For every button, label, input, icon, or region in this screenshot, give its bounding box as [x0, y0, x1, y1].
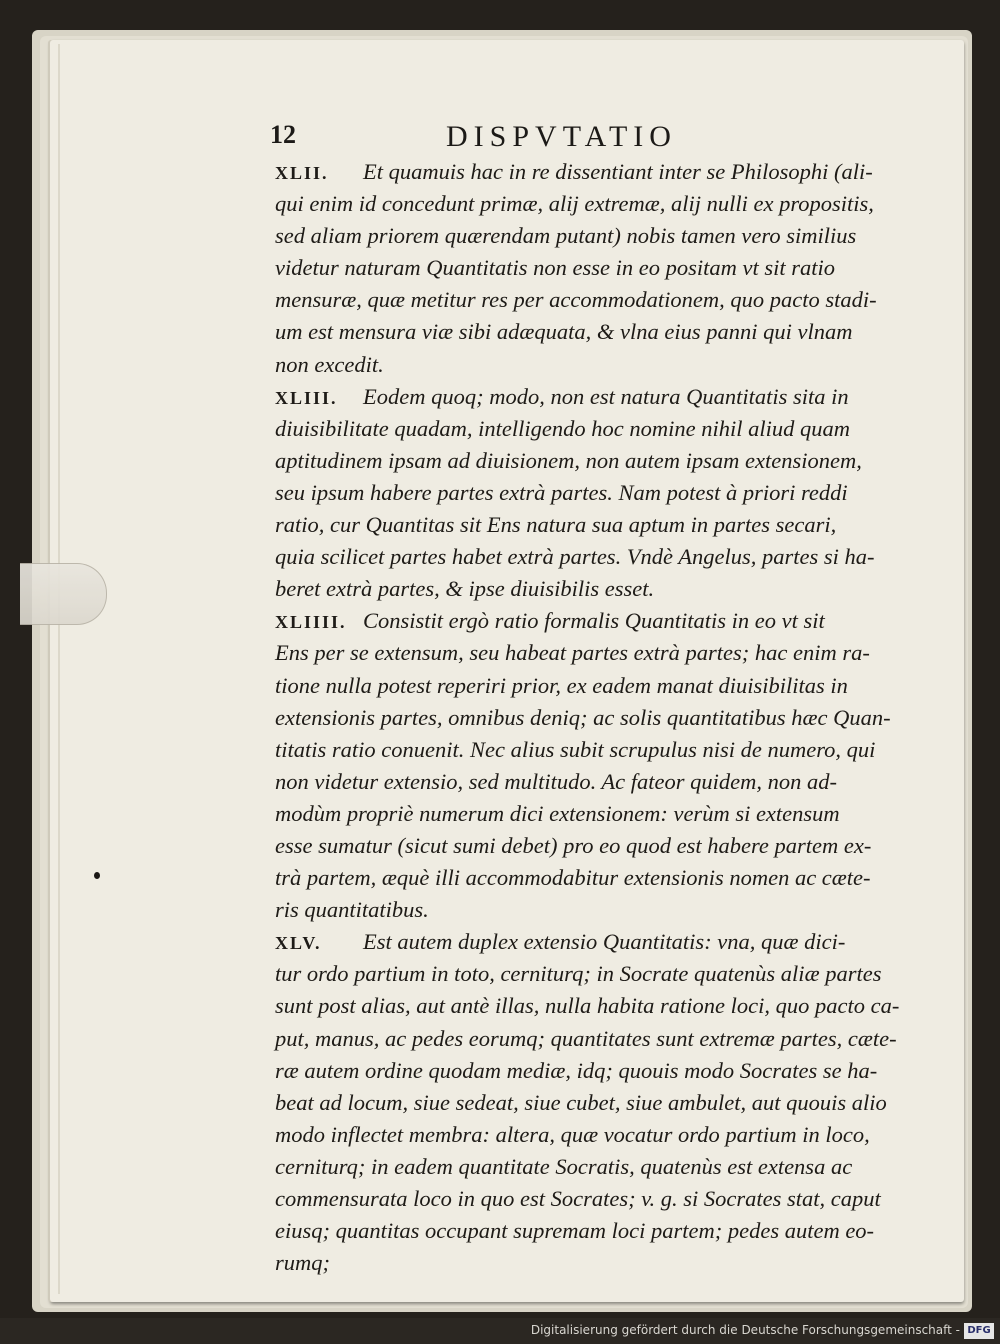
paragraph-number: XLIII. [275, 387, 338, 408]
body-text [275, 156, 937, 1279]
page-edge [58, 44, 60, 1294]
line-text: non excedit. [275, 351, 384, 377]
text-line [275, 862, 937, 894]
line-text: Est autem duplex extensio Quantitatis: vna, quæ dici- [363, 929, 846, 955]
text-line [275, 1215, 937, 1247]
text-line [275, 381, 937, 413]
page-clip [20, 563, 107, 625]
line-text: beret extrà partes, & ipse diuisibilis esset. [275, 576, 655, 602]
paragraph-number: XLIIII. [275, 612, 347, 633]
text-line [275, 156, 937, 188]
dfg-logo-icon: DFG [964, 1323, 994, 1339]
line-text: ratio, cur Quantitas sit Ens natura sua aptum in partes secari, [275, 512, 837, 538]
margin-mark [94, 872, 100, 879]
line-text: modùm propriè numerum dici extensionem: verùm si extensum [275, 800, 840, 826]
line-text: titatis ratio conuenit. Nec alius subit scrupulus nisi de numero, qui [275, 736, 876, 762]
text-line [275, 220, 937, 252]
page-header [270, 120, 960, 160]
line-text: Eodem quoq; modo, non est natura Quantitatis sita in [363, 383, 849, 409]
text-line [275, 573, 937, 605]
text-line [275, 445, 937, 477]
text-line [275, 284, 937, 316]
text-line [275, 830, 937, 862]
line-text: commensurata loco in quo est Socrates; v. g. si Socrates stat, caput [275, 1186, 881, 1211]
line-text: um est mensura viæ sibi adæquata, & vlna eius panni qui vlnam [275, 319, 853, 345]
line-text: modo inflectet membra: altera, quæ vocatur ordo partium in loco, [275, 1121, 870, 1147]
line-text: eiusq; quantitas occupant supremam loci partem; pedes autem eo- [275, 1218, 875, 1244]
text-line [275, 1087, 937, 1119]
line-text: Et quamuis hac in re dissentiant inter se Philosophi (ali- [363, 159, 873, 184]
line-text: diuisibilitate quadam, intelligendo hoc nomine nihil aliud quam [275, 415, 850, 441]
line-text: sunt post alias, aut antè illas, nulla habita ratione loci, quo pacto ca- [275, 993, 900, 1019]
text-line [275, 766, 937, 798]
line-text: videtur naturam Quantitatis non esse in eo positam vt sit ratio [275, 255, 835, 281]
text-line [275, 958, 937, 990]
text-line [275, 1247, 937, 1279]
line-text: cerniturq; in eadem quantitate Socratis, quatenùs est extensa ac [275, 1153, 853, 1179]
text-line [275, 413, 937, 445]
line-text: tione nulla potest reperiri prior, ex eadem manat diuisibilitas in [275, 672, 848, 698]
text-line [275, 702, 937, 734]
footer-bar [0, 1318, 1000, 1344]
line-text: put, manus, ac pedes eorumq; quantitates sunt extremæ partes, cæte- [275, 1025, 897, 1051]
line-text: Consistit ergò ratio formalis Quantitatis in eo vt sit [363, 608, 825, 634]
text-line [275, 477, 937, 509]
line-text: ris quantitatibus. [275, 897, 429, 923]
running-head: DISPVTATIO [446, 120, 677, 153]
text-line [275, 509, 937, 541]
text-line [275, 894, 937, 926]
line-text: beat ad locum, siue sedeat, siue cubet, siue ambulet, aut quouis alio [275, 1089, 887, 1115]
line-text: tur ordo partium in toto, cerniturq; in Socrate quatenùs aliæ partes [275, 961, 882, 987]
text-line [275, 637, 937, 669]
text-line [275, 926, 937, 958]
paragraph-number: XLV. [275, 933, 322, 954]
line-text: qui enim id concedunt primæ, alij extremæ, alij nulli ex propositis, [275, 191, 874, 217]
text-line [275, 734, 937, 766]
paragraph-number: XLII. [275, 163, 329, 183]
line-text: seu ipsum habere partes extrà partes. Nam potest à priori reddi [275, 479, 848, 505]
line-text: extensionis partes, omnibus deniq; ac solis quantitatibus hæc Quan- [275, 704, 891, 730]
line-text: aptitudinem ipsam ad diuisionem, non autem ipsam extensionem, [275, 447, 862, 473]
line-text: esse sumatur (sicut sumi debet) pro eo quod est habere partem ex- [275, 832, 872, 858]
text-line [275, 1151, 937, 1183]
text-line [275, 1183, 937, 1215]
line-text: sed aliam priorem quærendam putant) nobis tamen vero similius [275, 223, 857, 249]
text-line [275, 252, 937, 284]
footer-credit: Digitalisierung gefördert durch die Deutsche Forschungsgemeinschaft - [530, 1323, 960, 1337]
text-line [275, 990, 937, 1022]
text-line [275, 541, 937, 573]
text-line [275, 1055, 937, 1087]
text-line [275, 316, 937, 348]
line-text: Ens per se extensum, seu habeat partes extrà partes; hac enim ra- [275, 640, 870, 666]
text-line [275, 188, 937, 220]
line-text: mensuræ, quæ metitur res per accommodationem, quo pacto stadi- [275, 287, 877, 313]
text-line [275, 1023, 937, 1055]
text-line [275, 798, 937, 830]
text-line [275, 349, 937, 381]
line-text: trà partem, æquè illi accommodabitur extensionis nomen ac cæte- [275, 865, 871, 891]
line-text: ræ autem ordine quodam mediæ, idq; quouis modo Socrates se ha- [275, 1057, 878, 1083]
page-number: 12 [270, 120, 296, 149]
line-text: quia scilicet partes habet extrà partes. Vndè Angelus, partes si ha- [275, 544, 875, 570]
text-line [275, 605, 937, 637]
line-text: non videtur extensio, sed multitudo. Ac fateor quidem, non ad- [275, 768, 837, 794]
text-line [275, 670, 937, 702]
line-text: rumq; [275, 1250, 330, 1276]
text-line [275, 1119, 937, 1151]
